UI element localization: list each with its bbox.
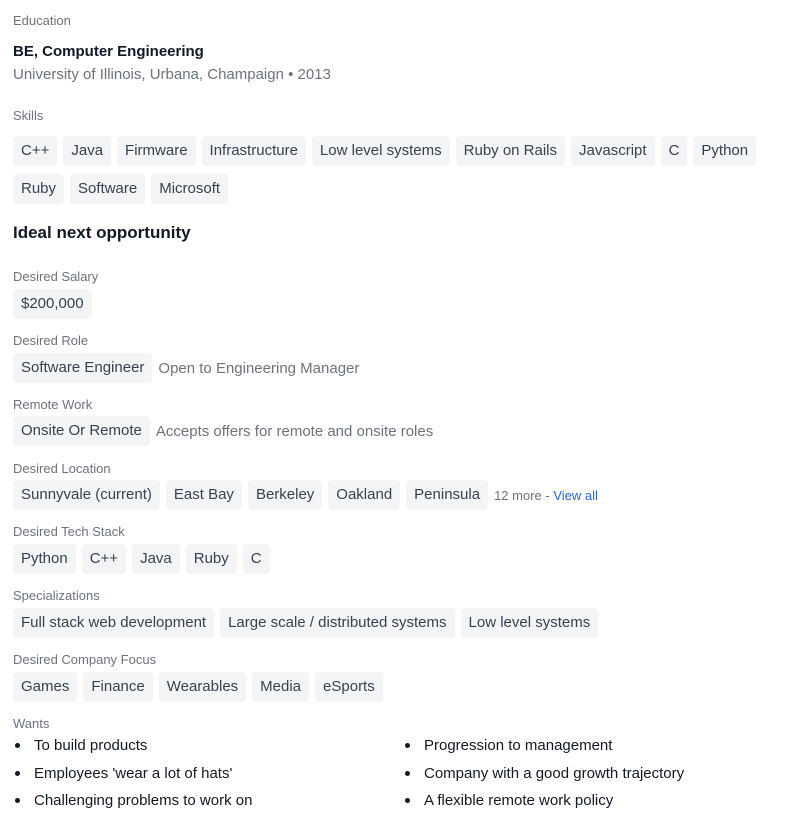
location-chip: Oakland: [328, 480, 400, 510]
role-note: Open to Engineering Manager: [158, 359, 360, 377]
specializations-row: [13, 608, 793, 638]
tech-chip: C++: [82, 544, 126, 574]
tech-chip: Ruby: [186, 544, 237, 574]
company-focus-label: Desired Company Focus: [13, 652, 157, 667]
skill-chip: Python: [693, 136, 756, 166]
school-info: University of Illinois, Urbana, Champaign • 2013: [13, 66, 331, 83]
skill-chip: Ruby: [13, 174, 64, 204]
tech-chip: Java: [132, 544, 180, 574]
skill-chip: Javascript: [571, 136, 655, 166]
wants-column-left: [13, 737, 403, 820]
location-more: [494, 488, 598, 503]
location-chip: Berkeley: [248, 480, 322, 510]
tech-chip: Python: [13, 544, 76, 574]
degree-title: BE, Computer Engineering: [13, 43, 204, 60]
location-chip: Sunnyvale (current): [13, 480, 160, 510]
skill-chip: Low level systems: [312, 136, 450, 166]
skill-chip: Java: [63, 136, 111, 166]
desired-location-row: [13, 480, 793, 510]
view-all-link[interactable]: View all: [553, 487, 598, 503]
list-item: A flexible remote work policy: [403, 792, 793, 820]
company-focus-chip: Media: [252, 672, 309, 702]
company-focus-chip: eSports: [315, 672, 383, 702]
desired-location-label: Desired Location: [13, 461, 111, 476]
location-chip: Peninsula: [406, 480, 488, 510]
remote-note: Accepts offers for remote and onsite roles: [155, 422, 434, 440]
list-item: Employees 'wear a lot of hats': [13, 765, 403, 793]
role-chip: Software Engineer: [13, 353, 152, 383]
wants-list: [13, 737, 793, 820]
skill-chip: Firmware: [117, 136, 196, 166]
company-focus-chip: Games: [13, 672, 77, 702]
desired-salary-label: Desired Salary: [13, 269, 99, 284]
remote-work-row: [13, 416, 793, 446]
company-focus-chip: Wearables: [159, 672, 246, 702]
tech-stack-label: Desired Tech Stack: [13, 524, 125, 539]
skills-label: Skills: [13, 108, 44, 123]
wants-column-right: [403, 737, 793, 820]
salary-chip: $200,000: [13, 289, 92, 319]
list-item: Company with a good growth trajectory: [403, 765, 793, 793]
list-item: Challenging problems to work on: [13, 792, 403, 820]
skill-chip: Microsoft: [151, 174, 228, 204]
section-title-ideal-opportunity: Ideal next opportunity: [13, 223, 191, 242]
skill-chip: C++: [13, 136, 57, 166]
location-chip: East Bay: [166, 480, 242, 510]
remote-chip: Onsite Or Remote: [13, 416, 150, 446]
tech-stack-row: [13, 544, 793, 574]
specializations-label: Specializations: [13, 588, 100, 603]
skill-chip: C: [661, 136, 688, 166]
wants-label: Wants: [13, 716, 50, 731]
desired-role-label: Desired Role: [13, 333, 89, 348]
skill-chip: Software: [70, 174, 145, 204]
specialization-chip: Low level systems: [461, 608, 599, 638]
remote-work-label: Remote Work: [13, 397, 93, 412]
education-label: Education: [13, 13, 71, 28]
company-focus-row: [13, 672, 793, 702]
skill-chip: Infrastructure: [202, 136, 306, 166]
desired-role-row: [13, 353, 793, 383]
specialization-chip: Large scale / distributed systems: [220, 608, 454, 638]
skill-chip: Ruby on Rails: [456, 136, 565, 166]
location-more-count: 12 more -: [494, 487, 554, 503]
desired-salary-row: [13, 289, 793, 319]
skills-list: [13, 136, 793, 204]
company-focus-chip: Finance: [83, 672, 152, 702]
list-item: Progression to management: [403, 737, 793, 765]
tech-chip: C: [243, 544, 270, 574]
specialization-chip: Full stack web development: [13, 608, 214, 638]
list-item: To build products: [13, 737, 403, 765]
